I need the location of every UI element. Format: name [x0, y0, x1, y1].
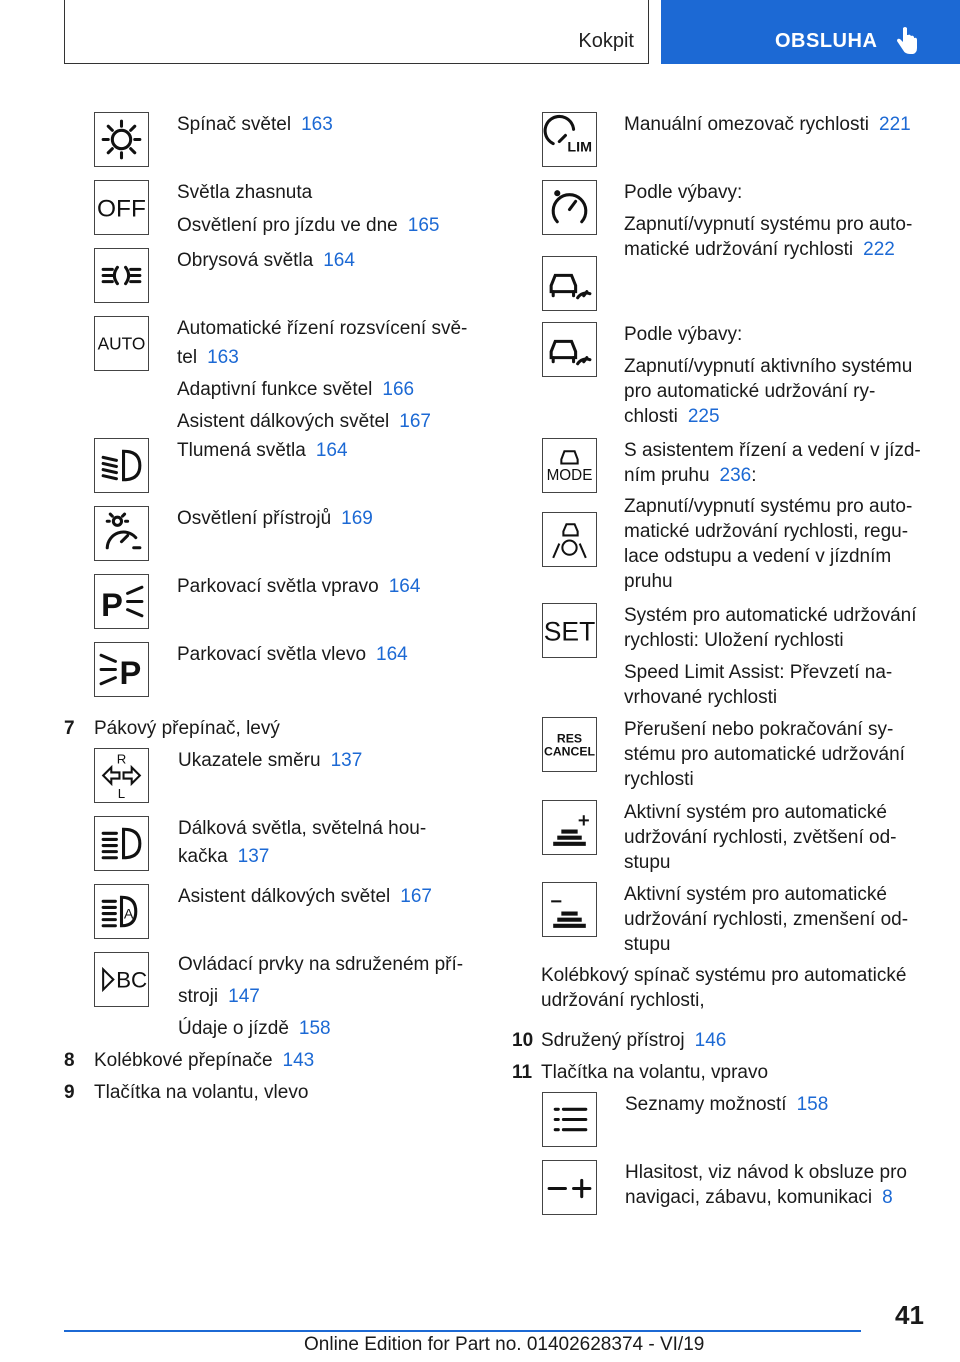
item-number-7: 7 — [64, 718, 75, 739]
description-text: navigaci, zábavu, komunikaci — [625, 1187, 873, 1208]
description-text: Speed Limit Assist: Převzetí na- — [624, 662, 893, 683]
description-text: udržování rychlosti, zvětšení od- — [624, 827, 897, 848]
svg-text:AUTO: AUTO — [97, 333, 146, 354]
description-line — [624, 112, 911, 137]
rocker-description: udržování rychlosti, — [541, 990, 705, 1011]
bc-icon — [94, 952, 149, 1007]
svg-text:L: L — [117, 785, 126, 801]
page-reference-link[interactable]: 164 — [323, 250, 355, 271]
description-line — [624, 237, 895, 262]
description-line — [624, 354, 912, 379]
description-line — [624, 438, 921, 463]
svg-text:R: R — [116, 751, 127, 767]
item-title-9: Tlačítka na volantu, vlevo — [94, 1082, 309, 1103]
page-reference-link[interactable]: 164 — [388, 576, 421, 597]
item-title-10 — [541, 1028, 726, 1053]
volume-icon — [542, 1160, 597, 1215]
page-reference-link[interactable]: 165 — [407, 215, 440, 236]
item-title-8 — [94, 1048, 314, 1073]
description-line — [624, 907, 908, 932]
description-line — [625, 1160, 907, 1185]
page-reference-link[interactable]: 158 — [796, 1094, 829, 1115]
description-text: lace odstupu a vedení v jízdním — [624, 546, 892, 567]
description-line — [624, 322, 742, 347]
res-cancel-icon — [542, 717, 597, 772]
description-text: Hlasitost, viz návod k obsluze pro — [625, 1162, 907, 1183]
description-line — [177, 316, 467, 341]
description-line — [624, 569, 673, 594]
description-text: Ovládací prvky na sdruženém pří- — [178, 954, 464, 975]
description-text: Zapnutí/vypnutí aktivního systému — [624, 356, 913, 377]
acc-car-icon — [542, 256, 597, 311]
description-text: Ukazatele směru — [178, 750, 321, 771]
set-icon — [542, 603, 597, 658]
description-line — [624, 882, 887, 907]
description-text: rychlosti — [624, 769, 694, 790]
description-line — [178, 748, 362, 773]
page-reference-link[interactable]: 137 — [330, 750, 363, 771]
description-line — [624, 379, 875, 404]
description-line — [624, 519, 908, 544]
description-line — [177, 377, 414, 402]
description-text: Aktivní systém pro automatické — [624, 802, 887, 823]
description-line — [624, 932, 670, 957]
description-text: Manuální omezovač rychlosti — [624, 114, 869, 135]
low-beam-icon — [94, 438, 149, 493]
description-text: Údaje o jízdě — [178, 1018, 289, 1039]
description-line — [624, 180, 742, 205]
page-reference-link[interactable]: 221 — [879, 114, 911, 135]
pointing-hand-icon — [894, 26, 920, 56]
page-reference-link[interactable]: 163 — [207, 347, 239, 368]
description-text: tel — [177, 347, 198, 368]
page-reference-link[interactable]: 225 — [687, 406, 720, 427]
description-text: matické udržování rychlosti — [624, 239, 854, 260]
suffix-text: : — [751, 465, 757, 486]
description-line — [624, 628, 844, 653]
description-text: Obrysová světla — [177, 250, 314, 271]
description-text: Zapnutí/vypnutí systému pro auto- — [624, 496, 913, 517]
item-number-11: 11 — [512, 1062, 533, 1083]
page-reference-link[interactable]: 167 — [399, 411, 431, 432]
description-line — [624, 742, 905, 767]
description-line — [177, 248, 355, 273]
description-text: Spínač světel — [177, 114, 292, 135]
acc-car-icon-2 — [542, 322, 597, 377]
description-text: Parkovací světla vlevo — [177, 644, 367, 665]
description-line — [624, 603, 917, 628]
parking-light-left-icon — [94, 642, 149, 697]
description-text: Podle výbavy: — [624, 182, 743, 203]
page-reference-link[interactable]: 167 — [400, 886, 432, 907]
description-line — [624, 767, 694, 792]
page-reference-link[interactable]: 137 — [237, 846, 270, 867]
footer-divider — [64, 1330, 861, 1332]
description-text: Zapnutí/vypnutí systému pro auto- — [624, 214, 913, 235]
description-line — [624, 717, 893, 742]
rocker-description: Kolébkový spínač systému pro automatické — [541, 965, 907, 986]
header-chapter: OBSLUHA — [775, 30, 878, 52]
description-line — [624, 825, 896, 850]
description-text: vrhované rychlosti — [624, 687, 778, 708]
instrument-lighting-icon — [94, 506, 149, 561]
mode-icon — [542, 438, 597, 493]
svg-text:OFF: OFF — [97, 195, 146, 223]
parking-lights-icon — [94, 248, 149, 303]
description-text: stému pro automatické udržování — [624, 744, 905, 765]
description-text: S asistentem řízení a vedení v jízd- — [624, 440, 921, 461]
description-line — [624, 544, 891, 569]
turn-signal-icon — [94, 748, 149, 803]
description-text: pro automatické udržování ry- — [624, 381, 876, 402]
lane-assist-icon — [542, 512, 597, 567]
description-line — [178, 816, 426, 841]
description-text: stroji — [178, 986, 219, 1007]
header-section: Kokpit — [578, 30, 634, 52]
description-line — [177, 112, 333, 137]
page-reference-link[interactable]: 164 — [376, 644, 408, 665]
description-line — [624, 494, 912, 519]
high-beam-assist-icon — [94, 884, 149, 939]
description-text: Dálková světla, světelná hou- — [178, 818, 427, 839]
description-line — [624, 404, 720, 429]
description-line — [177, 345, 239, 370]
description-line — [177, 213, 439, 238]
page-reference-link[interactable]: 147 — [228, 986, 260, 1007]
item-title-11: Tlačítka na volantu, vpravo — [541, 1062, 769, 1083]
page-reference-link[interactable]: 164 — [315, 440, 348, 461]
svg-text:MODE: MODE — [546, 466, 593, 484]
description-text: stupu — [624, 852, 671, 873]
cruise-control-icon — [542, 180, 597, 235]
speed-limiter-icon — [542, 112, 597, 167]
description-line — [624, 463, 757, 488]
item-number-9: 9 — [64, 1082, 75, 1103]
description-line — [178, 984, 260, 1009]
distance-minus-icon — [542, 882, 597, 937]
description-line — [624, 660, 892, 685]
svg-text:CANCEL: CANCEL — [544, 744, 595, 759]
svg-text:P: P — [119, 653, 142, 691]
page-reference-link[interactable]: 166 — [382, 379, 415, 400]
svg-text:P: P — [101, 585, 123, 623]
description-text: Aktivní systém pro automatické — [624, 884, 887, 905]
description-text: Asistent dálkových světel — [177, 411, 390, 432]
description-line — [624, 212, 912, 237]
description-text: pruhu — [624, 571, 673, 592]
page-reference-link[interactable]: 8 — [882, 1187, 893, 1208]
description-line — [177, 438, 348, 463]
footer-edition: Online Edition for Part no. 01402628374 - VI/19 — [304, 1334, 705, 1355]
item-title-7: Pákový přepínač, levý — [94, 718, 280, 739]
description-line — [178, 1016, 331, 1041]
description-line — [178, 884, 432, 909]
description-text: kačka — [178, 846, 228, 867]
description-line — [624, 850, 670, 875]
svg-text:RES: RES — [556, 731, 583, 746]
description-line — [177, 574, 420, 599]
page-reference-link[interactable]: 143 — [282, 1050, 315, 1071]
description-line — [177, 642, 408, 667]
description-line — [177, 180, 312, 205]
description-text: Podle výbavy: — [624, 324, 743, 345]
description-text: rychlosti: Uložení rychlosti — [624, 630, 844, 651]
page-reference-link[interactable]: 236 — [719, 465, 752, 486]
off-icon — [94, 180, 149, 235]
description-text: Systém pro automatické udržování — [624, 605, 917, 626]
description-line — [177, 506, 373, 531]
page-reference-link[interactable]: 158 — [298, 1018, 331, 1039]
page-reference-link[interactable]: 163 — [301, 114, 333, 135]
description-line — [625, 1092, 828, 1117]
description-text: Parkovací světla vpravo — [177, 576, 379, 597]
svg-text:SET: SET — [543, 616, 596, 647]
description-line — [624, 800, 887, 825]
description-line — [624, 685, 777, 710]
description-line — [625, 1185, 893, 1210]
options-list-icon — [542, 1092, 597, 1147]
description-text: Světla zhasnuta — [177, 182, 313, 203]
header-section-box — [64, 0, 649, 64]
item-number-8: 8 — [64, 1050, 75, 1071]
item-text-8: Kolébkové přepínače — [94, 1050, 273, 1071]
description-text: Adaptivní funkce světel — [177, 379, 373, 400]
description-text: chlosti — [624, 406, 678, 427]
high-beam-icon — [94, 816, 149, 871]
light-switch-icon — [94, 112, 149, 167]
auto-icon — [94, 316, 149, 371]
item-number-10: 10 — [512, 1030, 534, 1051]
description-line — [178, 844, 269, 869]
description-text: Tlumená světla — [177, 440, 306, 461]
description-text: stupu — [624, 934, 671, 955]
description-text: Přerušení nebo pokračování sy- — [624, 719, 894, 740]
description-text: ním pruhu — [624, 465, 710, 486]
page-reference-link[interactable]: 146 — [694, 1030, 727, 1051]
item-text-10: Sdružený přístroj — [541, 1030, 685, 1051]
description-text: Osvětlení přístrojů — [177, 508, 332, 529]
description-text: Automatické řízení rozsvícení svě- — [177, 318, 468, 339]
distance-plus-icon — [542, 800, 597, 855]
description-text: Asistent dálkových světel — [178, 886, 391, 907]
description-text: udržování rychlosti, zmenšení od- — [624, 909, 909, 930]
svg-text:LIM: LIM — [567, 139, 592, 156]
description-line — [177, 409, 431, 434]
page-number: 41 — [895, 1300, 924, 1330]
description-text: Seznamy možností — [625, 1094, 787, 1115]
page-reference-link[interactable]: 169 — [341, 508, 373, 529]
description-text: matické udržování rychlosti, regu- — [624, 521, 909, 542]
parking-light-right-icon — [94, 574, 149, 629]
description-text: Osvětlení pro jízdu ve dne — [177, 215, 398, 236]
svg-text:A: A — [123, 906, 134, 923]
page-reference-link[interactable]: 222 — [863, 239, 895, 260]
svg-text:BC: BC — [116, 967, 148, 993]
description-line — [178, 952, 463, 977]
